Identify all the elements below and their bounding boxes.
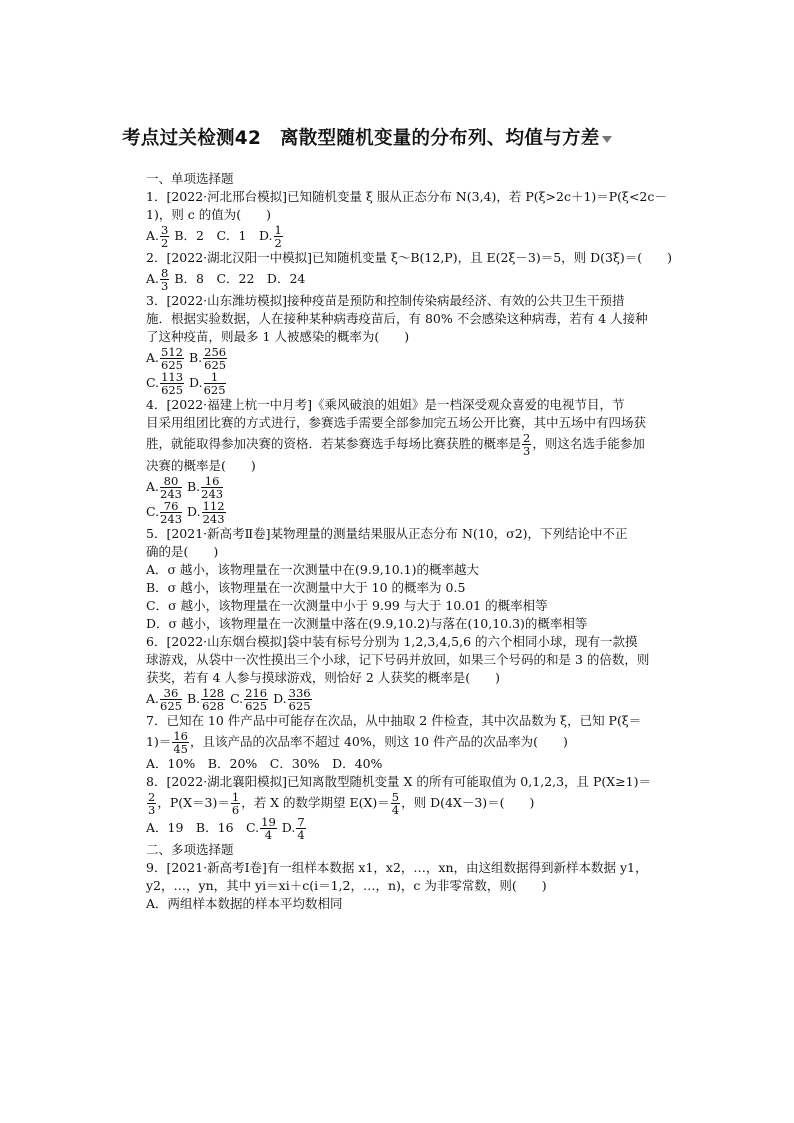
fraction: $\frac{113}{625}$: [161, 371, 184, 396]
question-5-line: 5．[2021·新高考Ⅱ卷]某物理量的测量结果服从正态分布 N(10，σ2)，下列结论中不正: [146, 526, 628, 541]
fraction: $\frac{512}{625}$: [161, 346, 183, 371]
fraction: $\frac{16}{243}$: [201, 475, 224, 500]
question-5-option-d: D．σ 越小，该物理量在一次测量中落在(9.9,10.2)与落在(10,10.3)的概率相等: [146, 616, 588, 631]
question-1-line: 1．[2022·河北邢台模拟]已知随机变量 ξ 服从正态分布 N(3,4)，若 P(ξ>2c＋1)＝P(ξ<2c－: [146, 189, 667, 204]
section-heading: 一、单项选择题: [146, 171, 234, 186]
question-6-line: 6．[2022·山东烟台模拟]袋中装有标号分别为 1,2,3,4,5,6 的六个相同小球，现有一款摸: [146, 634, 638, 649]
question-4-line: 决赛的概率是( ): [146, 458, 256, 473]
question-1-line: 1)，则 c 的值为( ): [146, 207, 272, 222]
question-3-options-ab: A. $\frac{512}{625}$ B. $\frac{256}{625}$: [146, 346, 227, 371]
question-6-line: 获奖，若有 4 人参与摸球游戏，则恰好 2 人获奖的概率是( ): [146, 670, 501, 685]
fraction: $\frac{112}{243}$: [202, 500, 225, 525]
question-5-option-b: B．σ 越小，该物理量在一次测量中大于 10 的概率为 0.5: [146, 580, 466, 595]
question-2-options: A. $\frac{8}{3}$ B．8 C．22 D．24: [146, 267, 306, 292]
fraction: $\frac{1}{6}$: [231, 791, 240, 816]
question-5-option-a: A．σ 越小，该物理量在一次测量中在(9.9,10.1)的概率越大: [146, 562, 479, 577]
question-2-line: 2．[2022·湖北汉阳一中模拟]已知随机变量 ξ～B(12,P)，且 E(2ξ－3)＝5，则 D(3ξ)＝( ): [146, 250, 673, 265]
fraction: $\frac{80}{243}$: [160, 475, 182, 500]
fraction: $\frac{336}{625}$: [288, 687, 311, 712]
document-body: [146, 170, 686, 913]
question-7-line: 1)＝ $\frac{16}{45}$ ，且该产品的次品率不超过 40%，则这 10 件产品的次品率为( ): [146, 730, 568, 755]
question-5-option-c: C．σ 越小，该物理量在一次测量中小于 9.99 与大于 10.01 的概率相等: [146, 598, 548, 613]
question-6-line: 球游戏，从袋中一次性摸出三个小球，记下号码并放回，如果三个号码的和是 3 的倍数，则: [146, 652, 650, 667]
question-1-options: A. $\frac{3}{2}$ B．2 C．1 D. $\frac{1}{2}$: [146, 224, 282, 249]
section-heading: 二、多项选择题: [146, 842, 234, 857]
fraction: $\frac{5}{4}$: [391, 791, 400, 816]
question-3-line: 施．根据实验数据，人在接种某种病毒疫苗后，有 80% 不会感染这种病毒，若有 4 人接种: [146, 311, 648, 326]
fraction: $\frac{1}{2}$: [274, 224, 282, 249]
fraction: $\frac{19}{4}$: [261, 816, 276, 841]
question-7-options: A．10% B．20% C．30% D．40%: [146, 756, 383, 771]
question-5-line: 确的是( ): [146, 544, 219, 559]
question-8-line: $\frac{2}{3}$ ，P(X＝3)＝ $\frac{1}{6}$ ，若 X 的数学期望 E(X)＝ $\frac{5}{4}$ ，则 D(4X－3)＝( ): [148, 791, 535, 816]
triangle-icon: [602, 136, 612, 143]
fraction: $\frac{216}{625}$: [245, 687, 268, 712]
fraction: $\frac{76}{243}$: [160, 500, 183, 525]
fraction: $\frac{2}{3}$: [523, 432, 531, 457]
question-9-option-a: A．两组样本数据的样本平均数相同: [146, 896, 343, 911]
fraction: $\frac{36}{625}$: [160, 687, 182, 712]
fraction: $\frac{256}{625}$: [204, 346, 227, 371]
question-9-line: 9．[2021·新高考Ⅰ卷]有一组样本数据 x1，x2，…，xn，由这组数据得到新样本数据 y1，: [146, 860, 648, 875]
fraction: $\frac{1}{625}$: [203, 371, 226, 396]
question-4-options-ab: A. $\frac{80}{243}$ B. $\frac{16}{243}$: [146, 475, 224, 500]
question-3-options-cd: C. $\frac{113}{625}$ D. $\frac{1}{625}$: [146, 371, 226, 396]
question-4-line: 胜，就能取得参加决赛的资格．若某参赛选手每场比赛获胜的概率是 $\frac{2}{3}$ ，则这名选手能参加: [146, 432, 645, 457]
fraction: $\frac{3}{2}$: [161, 224, 169, 249]
question-4-line: 目采用组团比赛的方式进行，参赛选手需要全部参加完五场公开比赛，其中五场中有四场获: [146, 415, 647, 430]
question-8-options: A．19 B．16 C. $\frac{19}{4}$ D. $\frac{7}{4}$: [146, 816, 305, 841]
fraction: $\frac{16}{45}$: [173, 730, 188, 755]
question-6-options: A. $\frac{36}{625}$ B. $\frac{128}{628}$ C. $\frac{216}{625}$ D. $\frac{336}{625}$: [146, 687, 311, 712]
question-3-line: 3．[2022·山东潍坊模拟]接种疫苗是预防和控制传染病最经济、有效的公共卫生干预措: [146, 293, 625, 308]
question-7-line: 7．已知在 10 件产品中可能存在次品，从中抽取 2 件检查，其中次品数为 ξ，已知 P(ξ＝: [146, 713, 642, 728]
question-3-line: 了这种疫苗，则最多 1 人被感染的概率为( ): [146, 329, 410, 344]
question-4-options-cd: C. $\frac{76}{243}$ D. $\frac{112}{243}$: [146, 500, 225, 525]
page-title: 考点过关检测42 离散型随机变量的分布列、均值与方差: [122, 124, 682, 150]
fraction: $\frac{8}{3}$: [161, 267, 169, 292]
fraction: $\frac{7}{4}$: [297, 816, 305, 841]
question-4-line: 4．[2022·福建上杭一中月考]《乘风破浪的姐姐》是一档深受观众喜爱的电视节目，节: [146, 397, 625, 412]
question-9-line: y2，…，yn，其中 yi＝xi＋c(i＝1,2，…，n)，c 为非零常数，则( ): [146, 878, 547, 893]
fraction: $\frac{128}{628}$: [202, 687, 225, 712]
question-8-line: 8．[2022·湖北襄阳模拟]已知离散型随机变量 X 的所有可能取值为 0,1,2,3，且 P(X≥1)＝: [146, 774, 652, 789]
fraction: $\frac{2}{3}$: [148, 791, 156, 816]
